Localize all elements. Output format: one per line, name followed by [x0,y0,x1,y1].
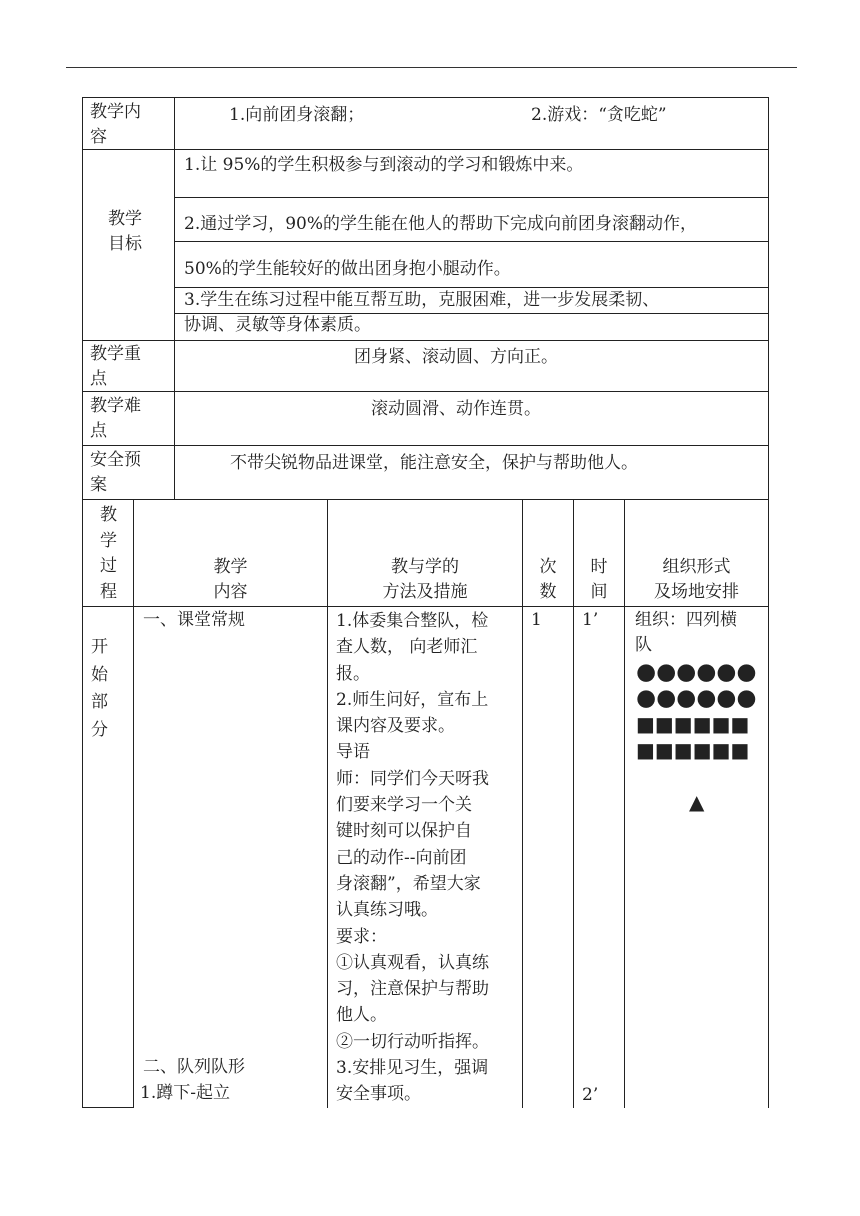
col-header-process: 教 学 过 程 [100,505,117,602]
methods-line: 导语 [336,742,370,763]
col-header-count: 次 数 [539,557,557,602]
methods-line: 查人数， 向老师汇 [336,637,478,658]
row-label-safety: 安全预 案 [90,450,141,495]
formation-row-circles: ●●●●●● [636,685,757,711]
content-item-2: 2.游戏：“贪吃蛇” [531,105,667,125]
methods-line: 认真练习哦。 [336,900,438,921]
row-label-key-points: 教学重 点 [90,344,141,389]
content-class-routine: 一、课堂常规 [143,610,245,630]
formation-row-squares: ■■■■■■ [636,712,750,736]
goal-4-line-2: 协调、灵敏等身体素质。 [184,315,371,335]
time-value-1: 1’ [582,610,599,630]
col-header-organization: 组织形式 及场地安排 [654,557,739,602]
row-label-content: 教学内 容 [90,102,141,147]
methods-line: 他人。 [336,1005,387,1026]
safety-text: 不带尖锐物品进课堂，能注意安全，保护与帮助他人。 [230,453,638,473]
formation-row-squares: ■■■■■■ [636,738,750,762]
formation-diagram [636,659,756,763]
col-header-time: 时 间 [590,557,608,602]
methods-line: 1.体委集合整队，检 [336,611,489,631]
goal-2: 2.通过学习，90%的学生能在他人的帮助下完成向前团身滚翻动作， [184,214,698,234]
methods-line: 们要来学习一个关 [336,795,472,816]
content-formation: 二、队列队形 [143,1057,245,1077]
stage-label: 开 始 部 分 [91,637,108,740]
methods-line: 己的动作--向前团 [336,847,467,868]
methods-line: ②一切行动听指挥。 [336,1031,489,1052]
time-value-2: 2’ [582,1085,599,1105]
key-points-text: 团身紧、滚动圆、方向正。 [354,347,558,367]
methods-line: 2.师生问好，宣布上 [336,689,489,710]
goal-4-line-1: 3.学生在练习过程中能互帮互助，克服困难，进一步发展柔韧、 [184,290,660,310]
methods-list [336,608,489,1108]
content-squat-stand: 1.蹲下-起立 [140,1083,230,1103]
formation-row-circles: ●●●●●● [636,659,757,685]
teacher-triangle-icon: ▲ [689,790,705,814]
methods-line: 键时刻可以保护自 [336,821,472,842]
count-value: 1 [531,610,542,630]
row-label-difficulty: 教学难 点 [90,396,141,441]
methods-line: 习，注意保护与帮助 [336,979,489,1000]
methods-line: 3.安排见习生，强调 [336,1058,489,1079]
methods-line: 课内容及要求。 [336,716,455,737]
difficulty-text: 滚动圆滑、动作连贯。 [371,399,541,419]
methods-line: 师：同学们今天呀我 [336,768,489,789]
goal-3: 50%的学生能较好的做出团身抱小腿动作。 [184,259,511,279]
methods-line: 要求： [336,926,387,947]
row-label-goals: 教学 目标 [108,209,142,254]
goal-1: 1.让 95%的学生积极参与到滚动的学习和锻炼中来。 [184,155,584,175]
methods-line: 安全事项。 [336,1084,421,1105]
col-header-content: 教学 内容 [213,557,248,602]
col-header-methods: 教与学的 方法及措施 [382,557,468,602]
content-item-1: 1.向前团身滚翻； [229,105,365,125]
methods-line: 报。 [336,663,370,684]
methods-line: 身滚翻”，希望大家 [336,873,481,894]
organization-text: 组织：四列横 队 [635,610,737,655]
page-header-rule [66,67,797,68]
methods-line: ①认真观看，认真练 [336,952,489,973]
